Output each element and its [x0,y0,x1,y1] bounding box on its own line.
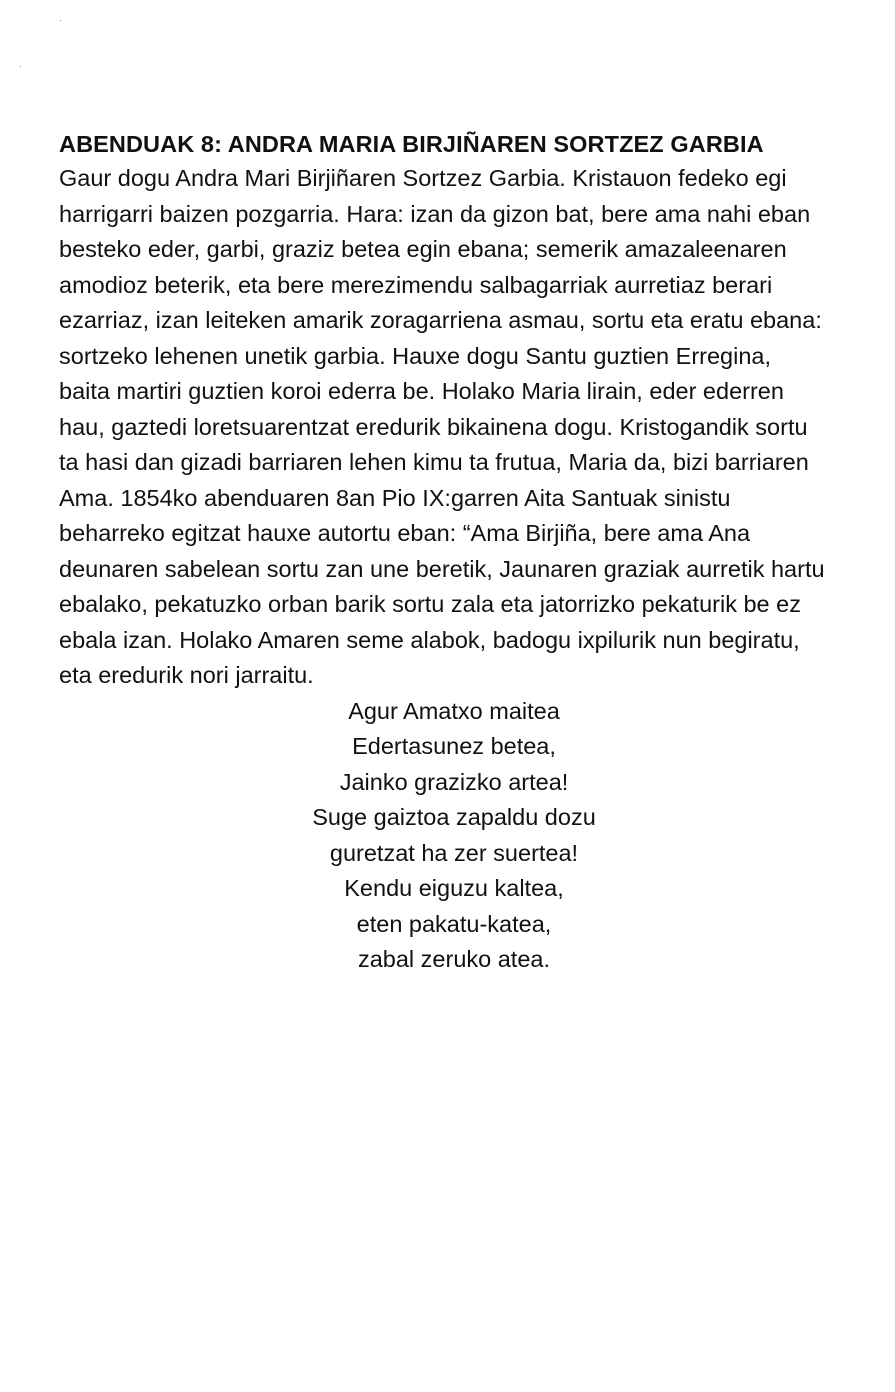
paragraph-line: ezarriaz, izan leiteken amarik zoragarriena asmau, sortu eta eratu ebana: [59,307,822,333]
paragraph-line: ebala izan. Holako Amaren seme alabok, badogu ixpilurik nun begiratu, [59,626,800,653]
paragraph-line: deunaren sabelean sortu zan une beretik, Jaunaren graziak aurretik hartu [59,555,825,582]
paragraph-line: ebalako, pekatuzko orban barik sortu zala eta jatorrizko pekaturik be ez [59,591,801,617]
paragraph-line: Gaur dogu Andra Mari Birjiñaren Sortzez Garbia. Kristauon fedeko egi [59,165,787,191]
poem-line: Edertasunez betea, [352,733,556,759]
paragraph-line: baita martiri guztien koroi ederra be. Holako Maria lirain, eder ederren [59,378,784,404]
paragraph-line: harrigarri baizen pozgarria. Hara: izan da gizon bat, bere ama nahi eban [59,200,811,227]
poem-line: Agur Amatxo maitea [348,697,560,724]
body-paragraph [59,161,859,694]
poem-line: Jainko grazizko artea! [339,768,569,795]
paragraph-line: besteko eder, garbi, graziz betea egin ebana; semerik amazaleenaren [59,236,787,262]
poem-line: Suge gaiztoa zapaldu dozu [312,804,596,830]
paragraph-line: Ama. 1854ko abenduaren 8an Pio IX:garren Aita Santuak sinistu [59,484,731,511]
scan-speck [20,66,21,67]
paragraph-line: ta hasi dan gizadi barriaren lehen kimu ta frutua, Maria da, bizi barriaren [59,449,809,475]
paragraph-line: eta eredurik nori jarraitu. [59,662,314,688]
poem-verse [59,694,849,978]
paragraph-line: beharreko egitzat hauxe autortu eban: “Ama Birjiña, bere ama Ana [59,520,751,546]
document-page [59,128,859,978]
poem-line: eten pakatu-katea, [356,910,552,937]
paragraph-line: hau, gaztedi loretsuarentzat eredurik bikainena dogu. Kristogandik sortu [59,413,808,440]
paragraph-line: sortzeko lehenen unetik garbia. Hauxe dogu Santu guztien Erregina, [59,342,771,369]
poem-line: guretzat ha zer suertea! [329,839,579,866]
poem-line: zabal zeruko atea. [357,946,551,972]
scan-speck [60,20,61,21]
paragraph-line: amodioz beterik, eta bere merezimendu salbagarriak aurretiaz berari [59,271,773,298]
page-title: ABENDUAK 8: ANDRA MARIA BIRJIÑAREN SORTZEZ GARBIA [59,131,764,157]
poem-line: Kendu eiguzu kaltea, [344,875,564,901]
